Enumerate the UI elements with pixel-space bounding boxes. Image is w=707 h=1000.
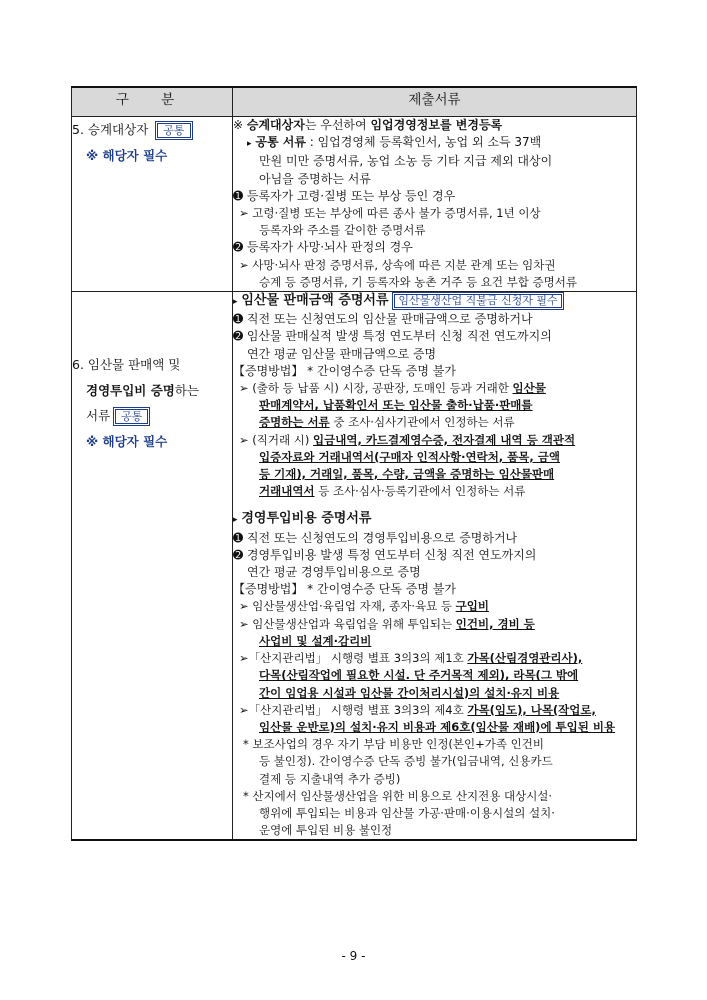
table-header-row	[72, 87, 637, 117]
table-row-5	[72, 117, 637, 292]
common-badge: 공통	[155, 121, 192, 140]
document-table	[71, 86, 637, 841]
sales-proof-title: ▸ 임산물 판매금액 증명서류 임산물생산업 직불금 신청자 필수	[233, 292, 636, 311]
header-category: 구 분	[72, 87, 233, 117]
table-row-6	[72, 292, 637, 841]
cost-proof-method: 【증명방법】 * 간이영수증 단독 증명 불가	[233, 582, 456, 597]
case-1-docs: ➢ 고령·질병 또는 부상에 따른 종사 불가 증명서류, 1년 이상	[239, 206, 541, 221]
case-2: ➋ 등록자가 사망·뇌사 판정의 경우	[233, 240, 413, 255]
common-badge: 공통	[113, 407, 150, 426]
row6-category-cell	[72, 292, 233, 841]
sales-proof-method: 【증명방법】 * 간이영수증 단독 증명 불가	[233, 363, 456, 378]
row5-category-cell	[72, 117, 233, 292]
row6-category-line2: 경영투입비 증명하는	[86, 382, 200, 398]
row6-category-line3: 서류 공통	[72, 403, 232, 429]
row5-documents-cell: ※ 승계대상자는 우선하여 임업경영정보를 변경등록 ▸ 공통 서류 : 임업경영체 등록확인서, 농업 외 소득 37백 만원 미만 증명서류, 농업 소농 등 기타 지급 제외 대상이 아님을 증명하는 서류 ➊ 등록자가 고령·질병 또는 부상 등인 경우 ➢ 고령·질병 또는 부상에 따른 종사 불가 증명서류, 1년 이상 등록자와 주소를 같이한 증명서류 ➋ 등록자가 사망·뇌사 판정의 경우 ➢ 사망·뇌사 판정 증명서류, 상속에 따른 지분 관계 또는 임차권 승계 등 증명서류, 기 등록자와 농촌 거주 등 요건 부합 증명서류	[233, 117, 637, 292]
row5-category: 5. 승계대상자	[72, 122, 149, 137]
common-docs: ▸ 공통 서류 : 임업경영체 등록확인서, 농업 외 소득 37백	[247, 135, 542, 150]
case-1: ➊ 등록자가 고령·질병 또는 부상 등인 경우	[233, 188, 456, 203]
note-subsidy: * 보조사업의 경우 자기 부담 비용만 인정(본인+가족 인건비	[243, 737, 544, 752]
row6-documents-cell: ▸ 임산물 판매금액 증명서류 임산물생산업 직불금 신청자 필수 ➊ 직전 또는 신청연도의 임산물 판매금액으로 증명하거나 ➋ 임산물 판매실적 발생 특정 연도부터 신청 직전 연도까지의 연간 평균 임산물 판매금액으로 증명 【증명방법】 * 간이영수증 단독 증명 불가 ➢ (출하 등 납품 시) 시장, 공판장, 도매인 등과 거래한 임산물 판매계약서, 납품확인서 또는 임산물 출하·납품·판매를 증명하는 서류 중 조사·심사기관에서 인정하는 서류 ➢ (직거래 시) 입금내역, 카드결제영수증, 전자결제 내역 등 객관적 입증자료와 거래내역서(구매자 인적사항·연락처, 품목, 금액 등 기재), 거래일, 품목, 수량, 금액을 증명하는 임산물판매 거래내역서 등 조사·심사·등록기관에서 인정하는 서류 ▸ 경영투입비용 증명서류 ➊ 직전 또는 신청연도의 경영투입비용으로 증명하거나 ➋ 경영투입비용 발생 특정 연도부터 신청 직전 연도까지의 연간 평균 경영투입비용으로 증명 【증명방법】 * 간이영수증 단독 증명 불가 ➢ 임산물생산업·육림업 자재, 종자·육묘 등 구입비 ➢ 임산물생산업과 육림업을 위해 투입되는 인건비, 경비 등 사업비 및 설계·감리비 ➢「산지관리법」 시행령 별표 3의3의 제1호 가목(산림경영관리사), 다목(산림작업에 필요한 시설. 단 주거목적 제외), 라목(그 밖에 간이 임업용 시설과 임산물 간이처리시설)의 설치·유지 비용 ➢「산지관리법」 시행령 별표 3의3의 제4호 가목(임도), 나목(작업로, 임산물 운반로)의 설치·유지 비용과 제6호(임산물 재배)에 투입된 비용 * 보조사업의 경우 자기 부담 비용만 인정(본인+가족 인건비 등 불인정). 간이영수증 단독 증빙 불가(입금내역, 신용카드 결제 등 지출내역 추가 증빙) * 산지에서 임산물생산업을 위한 비용으로 산지전용 대상시설· 행위에 투입되는 비용과 임산물 가공·판매·이용시설의 설치· 운영에 투입된 비용 불인정	[233, 292, 637, 841]
case-2-docs: ➢ 사망·뇌사 판정 증명서류, 상속에 따른 지분 관계 또는 임차권	[239, 257, 556, 272]
required-box: 임산물생산업 직불금 신청자 필수	[392, 292, 563, 310]
note-forest: * 산지에서 임산물생산업을 위한 비용으로 산지전용 대상시설·	[243, 788, 553, 803]
cost-proof-title: ▸ 경영투입비용 증명서류	[233, 511, 372, 527]
page-number: - 9 -	[341, 949, 366, 963]
successor-notice: ※ 승계대상자는 우선하여 임업경영정보를 변경등록	[233, 118, 503, 132]
header-documents: 제출서류	[233, 87, 637, 117]
required-note: ※ 해당자 필수	[86, 433, 168, 449]
required-note: ※ 해당자 필수	[86, 148, 168, 163]
row6-category-line1: 6. 임산물 판매액 및	[72, 357, 181, 373]
